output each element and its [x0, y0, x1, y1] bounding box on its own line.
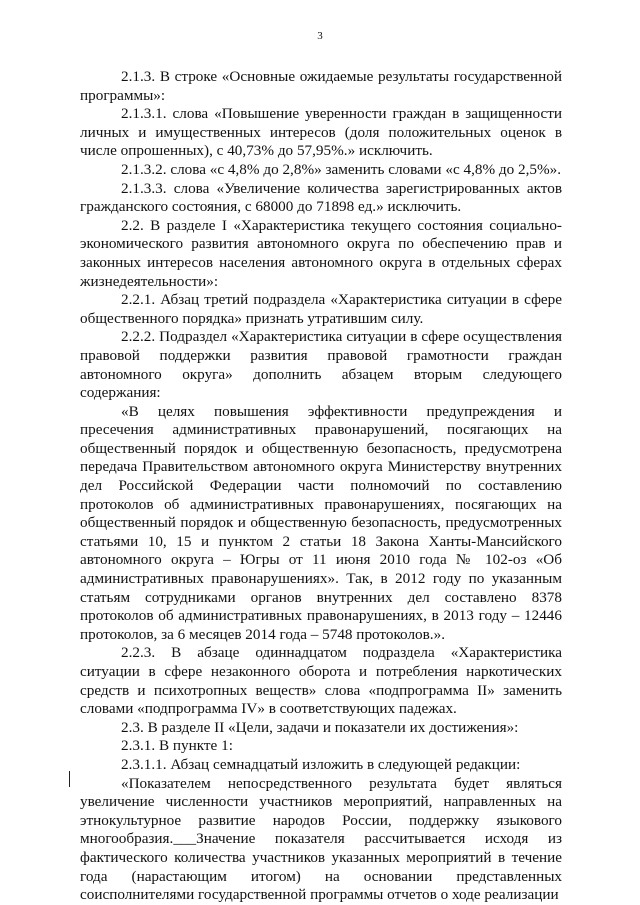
- paragraph-2-1-3-1: 2.1.3.1. слова «Повышение уверенности граждан в защищенности личных и имущественных интересов (доля положительных оценок в числе опрошенных), с 40,73% до 57,95%.» исключить.: [80, 105, 562, 160]
- paragraph-2-3-1-1: 2.3.1.1. Абзац семнадцатый изложить в следующей редакции:: [121, 755, 521, 773]
- paragraph-2-1-3-2: 2.1.3.2. слова «с 4,8% до 2,8%» заменить словами «с 4,8% до 2,5%».: [121, 160, 562, 178]
- paragraph-2-1-3: 2.1.3. В строке «Основные ожидаемые результаты государственной программы»:: [80, 68, 562, 104]
- paragraph-2-3-1: 2.3.1. В пункте 1:: [121, 737, 233, 755]
- margin-mark: [69, 771, 70, 787]
- page-number: 3: [317, 30, 323, 42]
- paragraph-2-2: 2.2. В разделе I «Характеристика текущего состояния социально-экономического развития автономного округа по обеспечению прав и законных интересов населения автономного округа в отдельных сферах жизнедеятельности»:: [80, 216, 562, 290]
- paragraph-2-1-3-3: 2.1.3.3. слова «Увеличение количества зарегистрированных актов гражданского состояния, с 68000 до 71898 ед.» исключить.: [80, 179, 562, 216]
- paragraph-2-2-1: 2.2.1. Абзац третий подраздела «Характеристика ситуации в сфере общественного порядка» признать утратившим силу.: [80, 291, 562, 327]
- quoted-paragraph-offenses: «В целях повышения эффективности предупреждения и пресечения административных правонарушений, посягающих на общественный порядок и общественную безопасность, предусмотрена передача Правительством автономного округа Министерству внутренних дел Российской Федерации части полномочий по составлению протоколов об административных правонарушениях, посягающих на общественный порядок и общественную безопасность, предусмотренных статьями 10, 15 и пунктом 2 статьи 18 Закона Ханты-Мансийского автономного округа – Югры от 11 июня 2010 года № 102-оз «Об административных правонарушениях». Так, в 2012 году по указанным статьям сотрудниками органов внутренних дел составлено 8378 протоколов об административных правонарушениях, в 2013 году – 12446 протоколов, за 6 месяцев 2014 года – 5748 протоколов.».: [80, 402, 562, 643]
- document-body: [80, 68, 562, 905]
- paragraph-2-2-2: 2.2.2. Подраздел «Характеристика ситуации в сфере осуществления правовой поддержки развития правовой грамотности граждан автономного округа» дополнить абзацем вторым следующего содержания:: [80, 328, 562, 402]
- paragraph-2-3: 2.3. В разделе II «Цели, задачи и показатели их достижения»:: [121, 718, 519, 736]
- quoted-paragraph-indicator: «Показателем непосредственного результата будет являться увеличение численности участников мероприятий, направленных на этнокультурное развитие народов России, поддержку языкового многообразия.___Значение показателя рассчитывается исходя из фактического количества участников указанных мероприятий в течение года (нарастающим итогом) на основании представленных соисполнителями государственной программы отчетов о ходе реализации: [80, 774, 562, 904]
- paragraph-2-2-3: 2.2.3. В абзаце одиннадцатом подраздела «Характеристика ситуации в сфере незаконного оборота и потребления наркотических средств и психотропных веществ» слова «подпрограмма II» заменить словами «подпрограмма IV» в соответствующих падежах.: [80, 644, 562, 718]
